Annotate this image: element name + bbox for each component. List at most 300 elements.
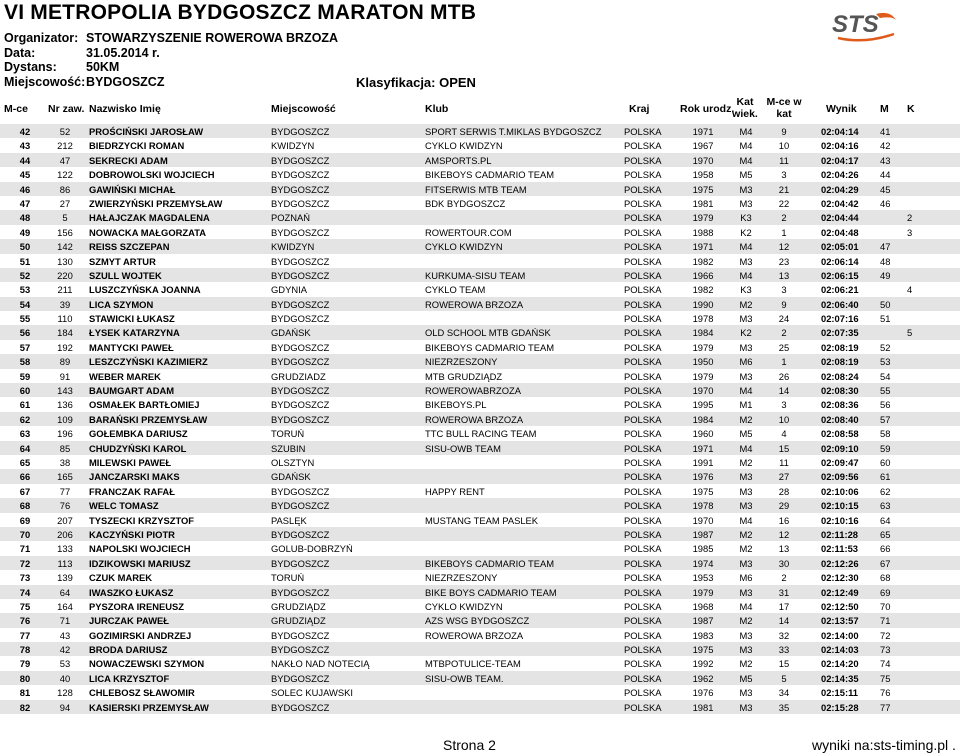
cell-nr: 77	[59, 485, 71, 497]
cell-club: FITSERWIS MTB TEAM	[425, 183, 527, 195]
cell-cat: K3	[740, 284, 752, 296]
cell-name: CZUK MAREK	[89, 572, 153, 584]
cell-mce: 52	[19, 269, 31, 281]
cell-mce-cat: 25	[778, 341, 790, 353]
cell-name: IWASZKO ŁUKASZ	[89, 586, 174, 598]
cell-town: GDAŃSK	[271, 471, 311, 483]
cell-m: 67	[880, 557, 891, 569]
table-row	[0, 196, 960, 210]
sts-timing-logo	[830, 6, 900, 46]
cell-mce: 62	[19, 413, 31, 425]
cell-mce: 44	[19, 154, 31, 166]
cell-nr: 212	[57, 140, 73, 152]
cell-town: KWIDZYN	[271, 241, 315, 253]
cell-result: 02:08:36	[821, 399, 859, 411]
cell-name: STAWICKI ŁUKASZ	[89, 313, 175, 325]
cell-mce: 50	[19, 241, 31, 253]
cell-m: 57	[880, 413, 891, 425]
cell-result: 02:12:50	[821, 600, 859, 612]
cell-m: 44	[880, 169, 891, 181]
cell-m: 42	[880, 140, 891, 152]
cell-result: 02:14:35	[821, 672, 859, 684]
cell-result: 02:14:00	[821, 629, 859, 641]
cell-country: POLSKA	[624, 456, 662, 468]
cell-mce-cat: 1	[781, 356, 787, 368]
cell-m: 64	[880, 514, 891, 526]
cell-mce-cat: 9	[781, 298, 787, 310]
cell-name: DOBROWOLSKI WOJCIECH	[89, 169, 215, 181]
cell-country: POLSKA	[624, 442, 662, 454]
cell-year: 1970	[692, 514, 714, 526]
page-number: Strona 2	[443, 737, 496, 753]
cell-name: BARAŃSKI PRZEMYSŁAW	[89, 413, 208, 425]
cell-result: 02:04:42	[821, 197, 859, 209]
table-row	[0, 441, 960, 455]
cell-nr: 156	[57, 226, 73, 238]
cell-result: 02:08:30	[821, 385, 859, 397]
cell-m: 59	[880, 442, 891, 454]
cell-cat: M5	[739, 428, 753, 440]
cell-result: 02:06:14	[821, 255, 859, 267]
cell-mce-cat: 15	[778, 658, 790, 670]
cell-name: KACZYŃSKI PIOTR	[89, 528, 175, 540]
cell-town: GRUDZIĄDZ	[271, 600, 326, 612]
cell-country: POLSKA	[624, 543, 662, 555]
cell-country: POLSKA	[624, 197, 662, 209]
table-row	[0, 642, 960, 656]
cell-mce-cat: 13	[778, 543, 790, 555]
cell-town: BYDGOSZCZ	[271, 528, 330, 540]
cell-result: 02:07:35	[821, 327, 859, 339]
cell-result: 02:12:26	[821, 557, 859, 569]
col-mce: M-ce	[4, 103, 28, 115]
cell-result: 02:09:56	[821, 471, 859, 483]
table-row	[0, 239, 960, 253]
cell-name: NOWACKA MAŁGORZATA	[89, 226, 206, 238]
table-row	[0, 182, 960, 196]
organizer-line	[4, 31, 338, 45]
cell-town: BYDGOSZCZ	[271, 183, 330, 195]
cell-result: 02:04:26	[821, 169, 859, 181]
cell-mce-cat: 24	[778, 313, 790, 325]
cell-cat: M2	[739, 528, 753, 540]
cell-mce: 78	[19, 644, 31, 656]
cell-mce-cat: 14	[778, 615, 790, 627]
cell-nr: 64	[59, 586, 71, 598]
cell-town: BYDGOSZCZ	[271, 701, 330, 713]
table-row	[0, 354, 960, 368]
cell-year: 1976	[692, 471, 714, 483]
cell-town: OLSZTYN	[271, 456, 315, 468]
cell-nr: 220	[57, 269, 73, 281]
distance-value: 50KM	[86, 60, 120, 74]
table-row	[0, 585, 960, 599]
cell-m: 55	[880, 385, 891, 397]
cell-country: POLSKA	[624, 644, 662, 656]
cell-name: HAŁAJCZAK MAGDALENA	[89, 212, 210, 224]
date-value: 31.05.2014 r.	[86, 46, 160, 60]
cell-town: SOLEC KUJAWSKI	[271, 687, 353, 699]
col-country: Kraj	[629, 103, 650, 115]
cell-year: 1992	[692, 658, 714, 670]
cell-name: LESZCZYŃSKI KAZIMIERZ	[89, 356, 208, 368]
cell-m: 46	[880, 197, 891, 209]
table-row	[0, 225, 960, 239]
cell-result: 02:14:20	[821, 658, 859, 670]
cell-cat: M5	[739, 672, 753, 684]
cell-m: 60	[880, 456, 891, 468]
cell-club: KURKUMA-SISU TEAM	[425, 269, 526, 281]
cell-name: SZMYT ARTUR	[89, 255, 156, 267]
results-link[interactable]: wyniki na:sts-timing.pl .	[812, 737, 956, 753]
organizer-label: Organizator:	[4, 31, 79, 45]
cell-cat: M3	[739, 644, 753, 656]
table-row	[0, 124, 960, 138]
col-k: K	[907, 103, 915, 115]
cell-club: CYKLO TEAM	[425, 284, 486, 296]
cell-mce: 70	[19, 528, 31, 540]
cell-cat: M3	[739, 557, 753, 569]
cell-nr: 40	[59, 672, 71, 684]
cell-result: 02:08:40	[821, 413, 859, 425]
cell-m: 76	[880, 687, 891, 699]
cell-mce-cat: 3	[781, 169, 787, 181]
col-result: Wynik	[826, 103, 857, 115]
cell-nr: 139	[57, 572, 73, 584]
cell-mce-cat: 2	[781, 572, 787, 584]
cell-cat: M6	[739, 356, 753, 368]
cell-name: BIEDRZYCKI ROMAN	[89, 140, 185, 152]
cell-town: POZNAŃ	[271, 212, 311, 224]
cell-result: 02:04:44	[821, 212, 859, 224]
cell-town: GDAŃSK	[271, 327, 311, 339]
table-row	[0, 484, 960, 498]
cell-m: 48	[880, 255, 891, 267]
cell-m: 52	[880, 341, 891, 353]
cell-club: ROWEROWABRZOZA	[425, 385, 522, 397]
table-row	[0, 254, 960, 268]
distance-line	[4, 60, 119, 74]
cell-club: ROWEROWA BRZOZA	[425, 298, 524, 310]
cell-mce-cat: 34	[778, 687, 790, 699]
cell-mce-cat: 32	[778, 629, 790, 641]
cell-m: 65	[880, 528, 891, 540]
cell-country: POLSKA	[624, 327, 662, 339]
cell-club: OLD SCHOOL MTB GDAŃSK	[425, 327, 551, 339]
cell-result: 02:04:17	[821, 154, 859, 166]
cell-nr: 89	[59, 356, 71, 368]
cell-cat: M3	[739, 485, 753, 497]
table-row	[0, 369, 960, 383]
cell-name: NAPOLSKI WOJCIECH	[89, 543, 191, 555]
cell-mce: 59	[19, 370, 31, 382]
cell-town: TORUŃ	[271, 428, 305, 440]
cell-country: POLSKA	[624, 298, 662, 310]
table-row	[0, 210, 960, 224]
cell-country: POLSKA	[624, 241, 662, 253]
cell-country: POLSKA	[624, 356, 662, 368]
cell-town: BYDGOSZCZ	[271, 500, 330, 512]
cell-year: 1978	[692, 313, 714, 325]
table-row	[0, 469, 960, 483]
cell-nr: 109	[57, 413, 73, 425]
cell-nr: 184	[57, 327, 73, 339]
cell-year: 1975	[692, 485, 714, 497]
cell-country: POLSKA	[624, 687, 662, 699]
cell-mce: 54	[19, 298, 31, 310]
cell-result: 02:07:16	[821, 313, 859, 325]
cell-m: 75	[880, 672, 891, 684]
cell-cat: M3	[739, 500, 753, 512]
cell-nr: 53	[59, 658, 71, 670]
cell-cat: M3	[739, 586, 753, 598]
cell-year: 1971	[692, 442, 714, 454]
cell-nr: 136	[57, 399, 73, 411]
cell-m: 43	[880, 154, 891, 166]
cell-country: POLSKA	[624, 413, 662, 425]
cell-year: 1985	[692, 543, 714, 555]
cell-nr: 27	[59, 197, 71, 209]
cell-cat: M3	[739, 687, 753, 699]
cell-cat: M3	[739, 197, 753, 209]
cell-m: 51	[880, 313, 891, 325]
cell-year: 1987	[692, 615, 714, 627]
cell-club: BIKE BOYS CADMARIO TEAM	[425, 586, 557, 598]
cell-m: 41	[880, 126, 891, 137]
cell-cat: M4	[739, 140, 753, 152]
cell-name: PROŚCIŃSKI JAROSŁAW	[89, 126, 204, 137]
cell-year: 1979	[692, 586, 714, 598]
cell-cat: M6	[739, 572, 753, 584]
cell-mce-cat: 30	[778, 557, 790, 569]
cell-k: 2	[907, 212, 913, 224]
table-row	[0, 412, 960, 426]
cell-nr: 38	[59, 456, 71, 468]
cell-name: GAWIŃSKI MICHAŁ	[89, 183, 176, 195]
classification-label: Klasyfikacja: OPEN	[356, 75, 476, 90]
cell-mce-cat: 10	[778, 413, 790, 425]
results-table	[0, 124, 960, 714]
cell-year: 1984	[692, 327, 714, 339]
place-label: Miejscowość:	[4, 75, 86, 89]
cell-town: BYDGOSZCZ	[271, 485, 330, 497]
cell-name: SZULL WOJTEK	[89, 269, 162, 281]
cell-year: 1995	[692, 399, 714, 411]
table-row	[0, 153, 960, 167]
cell-mce-cat: 12	[778, 528, 790, 540]
cell-club: ROWERTOUR.COM	[425, 226, 512, 238]
cell-nr: 86	[59, 183, 71, 195]
cell-mce: 55	[19, 313, 31, 325]
cell-mce-cat: 35	[778, 701, 790, 713]
cell-mce: 65	[19, 456, 31, 468]
cell-year: 1971	[692, 241, 714, 253]
cell-town: BYDGOSZCZ	[271, 126, 330, 137]
table-row	[0, 297, 960, 311]
cell-nr: 196	[57, 428, 73, 440]
cell-m: 62	[880, 485, 891, 497]
cell-cat: M4	[739, 442, 753, 454]
cell-nr: 113	[57, 557, 73, 569]
cell-m: 72	[880, 629, 891, 641]
cell-town: TORUŃ	[271, 572, 305, 584]
cell-country: POLSKA	[624, 169, 662, 181]
cell-year: 1978	[692, 500, 714, 512]
col-name: Nazwisko Imię	[89, 103, 161, 115]
cell-year: 1962	[692, 672, 714, 684]
cell-mce: 66	[19, 471, 31, 483]
cell-nr: 39	[59, 298, 71, 310]
cell-cat: M3	[739, 341, 753, 353]
cell-m: 54	[880, 370, 891, 382]
cell-nr: 192	[57, 341, 73, 353]
cell-year: 1976	[692, 687, 714, 699]
cell-nr: 133	[57, 543, 73, 555]
cell-town: PASLĘK	[271, 514, 307, 526]
cell-cat: M4	[739, 600, 753, 612]
cell-mce-cat: 23	[778, 255, 790, 267]
cell-town: BYDGOSZCZ	[271, 413, 330, 425]
cell-mce: 80	[19, 672, 31, 684]
cell-town: BYDGOSZCZ	[271, 672, 330, 684]
cell-club: NIEZRZESZONY	[425, 356, 498, 368]
cell-nr: 110	[57, 313, 73, 325]
cell-result: 02:08:19	[821, 356, 859, 368]
cell-name: WELC TOMASZ	[89, 500, 159, 512]
col-mce-cat	[762, 96, 806, 120]
cell-town: KWIDZYN	[271, 140, 315, 152]
cell-m: 63	[880, 500, 891, 512]
cell-mce: 71	[19, 543, 31, 555]
cell-country: POLSKA	[624, 399, 662, 411]
cell-nr: 207	[57, 514, 73, 526]
cell-m: 61	[880, 471, 891, 483]
col-cat-line2: wiek.	[732, 108, 758, 120]
table-row	[0, 268, 960, 282]
cell-result: 02:04:48	[821, 226, 859, 238]
cell-nr: 165	[57, 471, 73, 483]
cell-mce: 46	[19, 183, 31, 195]
cell-mce-cat: 2	[781, 212, 787, 224]
cell-club: SISU-OWB TEAM	[425, 442, 501, 454]
cell-country: POLSKA	[624, 615, 662, 627]
cell-mce: 58	[19, 356, 31, 368]
cell-year: 1960	[692, 428, 714, 440]
col-cat	[730, 96, 760, 120]
cell-name: ZWIERZYŃSKI PRZEMYSŁAW	[89, 197, 223, 209]
cell-mce: 43	[19, 140, 31, 152]
cell-name: CHUDZYŃSKI KAROL	[89, 442, 187, 454]
cell-club: MTBPOTULICE-TEAM	[425, 658, 521, 670]
cell-mce-cat: 29	[778, 500, 790, 512]
cell-cat: M2	[739, 658, 753, 670]
table-row	[0, 527, 960, 541]
cell-mce-cat: 27	[778, 471, 790, 483]
cell-town: BYDGOSZCZ	[271, 644, 330, 656]
cell-name: IDZIKOWSKI MARIUSZ	[89, 557, 191, 569]
cell-mce-cat: 31	[778, 586, 790, 598]
cell-mce: 81	[19, 687, 31, 699]
cell-mce-cat: 4	[781, 428, 787, 440]
cell-mce-cat: 2	[781, 327, 787, 339]
cell-nr: 71	[59, 615, 71, 627]
cell-m: 58	[880, 428, 891, 440]
cell-result: 02:11:28	[821, 528, 859, 540]
cell-country: POLSKA	[624, 701, 662, 713]
table-row	[0, 656, 960, 670]
cell-mce-cat: 22	[778, 197, 790, 209]
cell-year: 1981	[692, 197, 714, 209]
cell-mce: 68	[19, 500, 31, 512]
cell-club: AZS WSG BYDGOSZCZ	[425, 615, 530, 627]
cell-result: 02:04:16	[821, 140, 859, 152]
cell-name: FRANCZAK RAFAŁ	[89, 485, 175, 497]
cell-cat: K2	[740, 327, 752, 339]
cell-cat: M5	[739, 169, 753, 181]
cell-club: NIEZRZESZONY	[425, 572, 498, 584]
cell-mce: 45	[19, 169, 31, 181]
cell-result: 02:11:53	[821, 543, 859, 555]
cell-mce: 60	[19, 385, 31, 397]
cell-name: LICA KRZYSZTOF	[89, 672, 170, 684]
cell-result: 02:13:57	[821, 615, 859, 627]
cell-m: 68	[880, 572, 891, 584]
cell-year: 1982	[692, 284, 714, 296]
cell-cat: M4	[739, 269, 753, 281]
cell-nr: 85	[59, 442, 71, 454]
cell-cat: M2	[739, 298, 753, 310]
cell-club: ROWEROWA BRZOZA	[425, 413, 524, 425]
cell-mce-cat: 21	[778, 183, 790, 195]
table-row	[0, 628, 960, 642]
cell-year: 1966	[692, 269, 714, 281]
cell-cat: M3	[739, 701, 753, 713]
cell-result: 02:06:15	[821, 269, 859, 281]
cell-nr: 130	[57, 255, 73, 267]
cell-cat: M2	[739, 615, 753, 627]
cell-year: 1974	[692, 557, 714, 569]
col-town: Miejscowość	[271, 103, 336, 115]
cell-name: MANTYCKI PAWEŁ	[89, 341, 174, 353]
cell-town: BYDGOSZCZ	[271, 169, 330, 181]
cell-club: HAPPY RENT	[425, 485, 485, 497]
cell-result: 02:10:15	[821, 500, 859, 512]
cell-club: MTB GRUDZIĄDZ	[425, 370, 503, 382]
cell-mce-cat: 3	[781, 399, 787, 411]
cell-mce-cat: 1	[781, 226, 787, 238]
cell-year: 1981	[692, 701, 714, 713]
cell-m: 47	[880, 241, 891, 253]
cell-country: POLSKA	[624, 485, 662, 497]
cell-town: BYDGOSZCZ	[271, 197, 330, 209]
cell-mce: 79	[19, 658, 31, 670]
cell-year: 1983	[692, 629, 714, 641]
cell-mce-cat: 11	[779, 456, 789, 468]
cell-mce-cat: 33	[778, 644, 790, 656]
table-row	[0, 599, 960, 613]
cell-country: POLSKA	[624, 500, 662, 512]
cell-cat: M1	[739, 399, 753, 411]
cell-town: GRUDZIADZ	[271, 370, 326, 382]
cell-year: 1970	[692, 385, 714, 397]
cell-result: 02:06:21	[821, 284, 859, 296]
cell-town: BYDGOSZCZ	[271, 356, 330, 368]
cell-name: LUSZCZYŃSKA JOANNA	[89, 284, 201, 296]
cell-year: 1990	[692, 298, 714, 310]
cell-nr: 91	[59, 370, 71, 382]
cell-year: 1950	[692, 356, 714, 368]
cell-country: POLSKA	[624, 629, 662, 641]
